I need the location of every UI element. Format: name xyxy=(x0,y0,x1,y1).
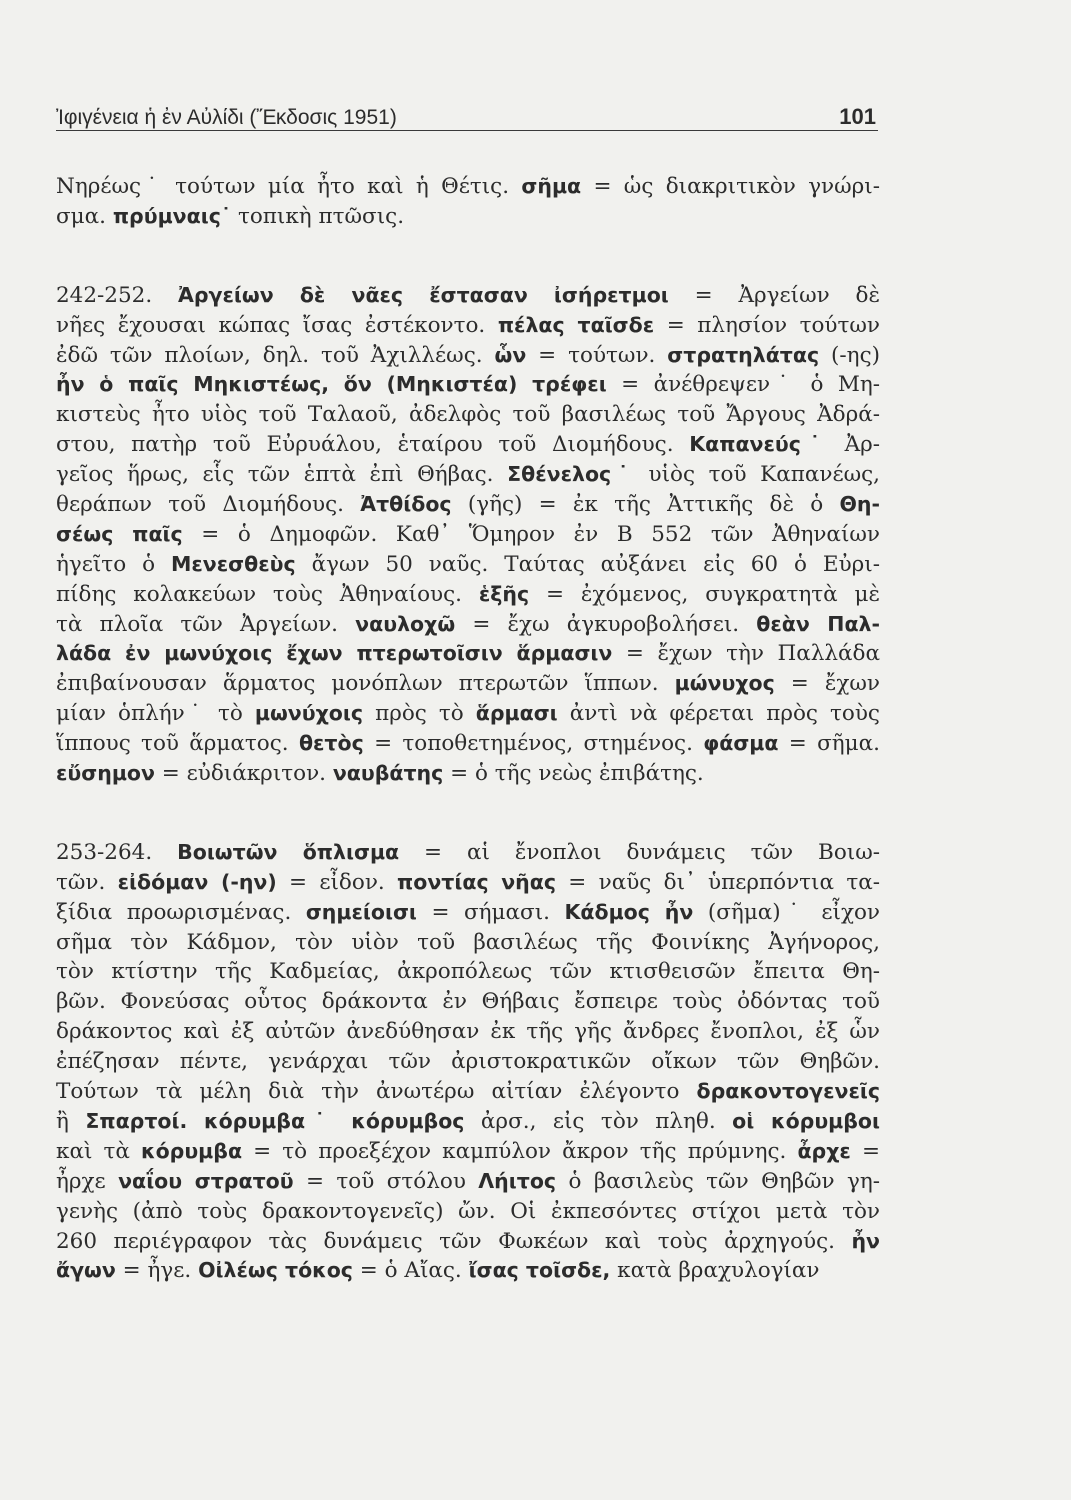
gloss-text: καὶ τὰ xyxy=(56,1138,142,1164)
text-line xyxy=(56,928,880,958)
gloss-text: (γῆς) = ἐκ τῆς Ἀττικῆς δὲ ὁ xyxy=(451,492,840,518)
lemma-term: Κάδμος ἦν xyxy=(564,899,694,924)
text-line xyxy=(56,460,880,490)
paragraph xyxy=(56,838,880,1286)
gloss-text: = ναῦς δι᾿ ὑπερπόντια τα- xyxy=(556,869,880,895)
text-line xyxy=(56,759,880,789)
gloss-text: θεράπων τοῦ Διομήδους. xyxy=(56,492,361,518)
gloss-text: = ὁ Αἴας. xyxy=(352,1258,469,1284)
gloss-text: σμα. xyxy=(56,203,113,229)
text-line xyxy=(56,1227,880,1257)
gloss-text: ἐπέζησαν πέντε, γενάρχαι τῶν ἀριστοκρατικῶν οἴκων τῶν Θηβῶν. xyxy=(56,1049,880,1075)
gloss-text: πρὸς τὸ xyxy=(363,701,476,727)
text-line xyxy=(56,1017,880,1047)
text-line xyxy=(56,400,880,430)
lemma-term: Βοιωτῶν ὅπλισμα xyxy=(177,839,400,864)
text-line xyxy=(56,1077,880,1107)
gloss-text: = ὁ τῆς νεὼς ἐπιβάτης. xyxy=(443,761,704,787)
text-line xyxy=(56,202,880,232)
gloss-text: γενὴς (ἀπὸ τοὺς δρακοντογενεῖς) ὤν. Οἱ ἐκπεσόντες στίχοι μετὰ τὸν xyxy=(56,1198,880,1224)
lemma-term: ὧν xyxy=(494,342,527,367)
lemma-term: εἰδόμαν (-ην) xyxy=(117,869,277,894)
lemma-term: εὔσημον xyxy=(56,761,155,786)
gloss-text: = τοῦ στόλου xyxy=(293,1168,479,1194)
gloss-text: ἀρσ., εἰς τὸν πληθ. xyxy=(464,1108,733,1134)
lemma-term: σῆμα xyxy=(521,174,582,198)
gloss-text: Τούτων τὰ μέλη διὰ τὴν ἀνωτέρω αἰτίαν ἐλέγοντο xyxy=(56,1079,697,1105)
lemma-term: θετὸς xyxy=(298,731,364,756)
text-line xyxy=(56,669,880,699)
gloss-text: = ἦγε. xyxy=(115,1258,199,1284)
gloss-text: Νηρέως˙ τούτων μία ἦτο καὶ ἡ Θέτις. xyxy=(56,174,522,199)
lemma-term: ναυβάτης xyxy=(332,761,444,786)
gloss-text: ἐπιβαίνουσαν ἅρματος μονόπλων πτερωτῶν ἵππων. xyxy=(56,671,675,697)
gloss-text: = αἱ ἔνοπλοι δυνάμεις τῶν Βοιω- xyxy=(399,839,880,865)
lemma-term: σέως παῖς xyxy=(56,521,183,546)
text-line xyxy=(56,868,880,898)
body-text xyxy=(56,172,880,1286)
gloss-text: = ὡς διακριτικὸν γνώρι- xyxy=(581,174,880,199)
gloss-text: μίαν ὁπλήν˙ τὸ xyxy=(56,701,255,727)
paragraph xyxy=(56,172,880,232)
gloss-text: υἱὸς τοῦ Καπανέως, xyxy=(634,462,880,488)
gloss-text: 253-264. xyxy=(56,839,178,865)
gloss-text: ἡγεῖτο ὁ xyxy=(56,551,171,577)
gloss-text: = ἀνέθρεψεν˙ ὁ Μη- xyxy=(606,372,880,398)
text-line xyxy=(56,341,880,371)
lemma-term: Σθένελος˙ xyxy=(507,462,635,487)
lemma-term: ἦν xyxy=(851,1228,880,1253)
text-line xyxy=(56,281,880,311)
text-line xyxy=(56,490,880,520)
gloss-text: = πλησίον τούτων xyxy=(654,312,880,338)
gloss-text: = σήμασι. xyxy=(416,899,565,925)
text-line xyxy=(56,1197,880,1227)
text-line xyxy=(56,729,880,759)
gloss-text: = ἐχόμενος, συγκρατητὰ μὲ xyxy=(529,581,880,607)
gloss-text: ἢ xyxy=(56,1108,86,1134)
gloss-text: στου, πατὴρ τοῦ Εὐρυάλου, ἑταίρου τοῦ Διομήδους. xyxy=(56,432,690,458)
gloss-text: = ἔχων τὴν Παλλάδα xyxy=(612,641,880,667)
text-line xyxy=(56,1047,880,1077)
gloss-text: δράκοντος καὶ ἐξ αὐτῶν ἀνεδύθησαν ἐκ τῆς γῆς ἄνδρες ἔνοπλοι, ἐξ ὧν xyxy=(56,1019,880,1045)
gloss-text: τοπικὴ πτῶσις. xyxy=(231,203,405,229)
gloss-text: 260 περιέγραφον τὰς δυνάμεις τῶν Φωκέων καὶ τοὺς ἀρχηγούς. xyxy=(56,1228,852,1254)
gloss-text: νῆες ἔχουσαι κώπας ἴσας ἐστέκοντο. xyxy=(56,312,498,338)
lemma-term: ποντίας νῆας xyxy=(397,869,556,894)
gloss-text: ἐδῶ τῶν πλοίων, δηλ. τοῦ Ἀχιλλέως. xyxy=(56,342,495,368)
lemma-term: πέλας ταῖσδε xyxy=(497,312,655,337)
paragraph xyxy=(56,281,880,789)
text-line xyxy=(56,580,880,610)
lemma-term: ἄγων xyxy=(56,1258,116,1283)
text-line xyxy=(56,370,880,400)
gloss-text: = τοποθετημένος, στημένος. xyxy=(363,731,704,757)
gloss-text: = τούτων. xyxy=(526,342,668,368)
lemma-term: ναΐου στρατοῦ xyxy=(118,1168,294,1193)
lemma-term: ἅρμασι xyxy=(475,701,558,726)
gloss-text: τὸν κτίστην τῆς Καδμείας, ἀκροπόλεως τῶν κτισθεισῶν ἔπειτα Θη- xyxy=(56,959,880,985)
lemma-term: Λήιτος xyxy=(478,1168,557,1193)
gloss-text: γεῖος ἥρως, εἷς τῶν ἑπτὰ ἐπὶ Θήβας. xyxy=(56,462,508,488)
gloss-text: = εἶδον. xyxy=(276,869,398,895)
lemma-term: ἴσας τοῖσδε, xyxy=(468,1258,611,1283)
gloss-text: ἵππους τοῦ ἅρματος. xyxy=(56,731,299,757)
gloss-text: (-ης) xyxy=(819,342,880,368)
lemma-term: σημείοισι xyxy=(305,899,417,924)
gloss-text: = ὁ Δημοφῶν. Καθ᾿ Ὅμηρον ἐν Β 552 τῶν Ἀθηναίων xyxy=(182,521,880,547)
gloss-text: (σῆμα)˙ εἶχον xyxy=(693,899,881,925)
lemma-term: μώνυχος xyxy=(674,671,775,696)
lemma-term: Καπανεύς˙ xyxy=(689,432,829,457)
lemma-term: ναυλοχῶ xyxy=(355,611,456,636)
paragraph-gap xyxy=(56,232,880,281)
lemma-term: ἑξῆς xyxy=(478,581,530,606)
paragraph-gap xyxy=(56,789,880,838)
lemma-term: λάδα ἐν μωνύχοις ἔχων πτερωτοῖσιν ἅρμασιν xyxy=(56,641,613,666)
text-line xyxy=(56,1167,880,1197)
gloss-text: = τὸ προεξέχον καμπύλον ἄκρον τῆς πρύμνης. xyxy=(242,1138,798,1164)
text-line xyxy=(56,898,880,928)
lemma-term: Σπαρτοί. κόρυμβα˙ κόρυμβος xyxy=(85,1108,465,1133)
gloss-text: = xyxy=(850,1138,880,1164)
gloss-text: πίδης κολακεύων τοὺς Ἀθηναίους. xyxy=(56,581,479,607)
gloss-text: ἦρχε xyxy=(56,1168,119,1194)
lemma-term: Οἰλέως τόκος xyxy=(198,1258,353,1283)
lemma-term: θεὰν Παλ- xyxy=(756,611,881,636)
lemma-term: στρατηλάτας xyxy=(667,342,820,367)
lemma-term: Μενεσθεὺς xyxy=(170,551,296,576)
text-line xyxy=(56,430,880,460)
gloss-text: κατὰ βραχυλογίαν xyxy=(610,1258,820,1284)
gloss-text: = εὐδιάκριτον. xyxy=(154,761,333,787)
lemma-term: Θη- xyxy=(839,492,880,517)
lemma-term: ἆρχε xyxy=(797,1138,851,1163)
lemma-term: μωνύχοις xyxy=(254,701,364,726)
gloss-text: = ἔχων xyxy=(774,671,880,697)
lemma-term: κόρυμβα xyxy=(141,1138,243,1163)
text-line xyxy=(56,550,880,580)
gloss-text: = Ἀργείων δὲ xyxy=(668,282,880,308)
gloss-text: ὁ βασιλεὺς τῶν Θηβῶν γη- xyxy=(556,1168,881,1194)
text-line xyxy=(56,639,880,669)
text-line xyxy=(56,987,880,1017)
gloss-text: κιστεὺς ἦτο υἱὸς τοῦ Ταλαοῦ, ἀδελφὸς τοῦ βασιλέως τοῦ Ἄργους Ἀδρά- xyxy=(56,402,880,428)
text-line xyxy=(56,311,880,341)
running-header xyxy=(56,100,878,131)
lemma-term: πρύμναις˙ xyxy=(112,203,232,228)
gloss-text: ἄγων 50 ναῦς. Ταύτας αὐξάνει εἰς 60 ὁ Εὐρι- xyxy=(295,551,881,577)
text-line xyxy=(56,610,880,640)
gloss-text: τὰ πλοῖα τῶν Ἀργείων. xyxy=(56,611,356,637)
gloss-text: = σῆμα. xyxy=(778,731,880,757)
gloss-text: ἀντὶ νὰ φέρεται πρὸς τοὺς xyxy=(557,701,880,727)
text-line xyxy=(56,1107,880,1137)
gloss-text: ξίδια προωρισμένας. xyxy=(56,899,306,925)
gloss-text: βῶν. Φονεύσας οὗτος δράκοντα ἐν Θήβαις ἔσπειρε τοὺς ὀδόντας τοῦ xyxy=(56,989,880,1015)
lemma-term: ἦν ὁ παῖς Μηκιστέως, ὅν (Μηκιστέα) τρέφει xyxy=(56,372,607,397)
lemma-term: φάσμα xyxy=(703,731,779,756)
running-title: Ἰφιγένεια ἡ ἐν Αὐλίδι (Ἔκδοσις 1951) xyxy=(56,106,397,129)
text-line xyxy=(56,1137,880,1167)
lemma-term: δρακοντογενεῖς xyxy=(696,1079,880,1104)
gloss-text: σῆμα τὸν Κάδμον, τὸν υἱὸν τοῦ βασιλέως τῆς Φοινίκης Ἀγήνορος, xyxy=(56,929,880,955)
gloss-text: = ἔχω ἀγκυροβολήσει. xyxy=(455,611,757,637)
lemma-term: Ἀργείων δὲ νᾶες ἔστασαν ἰσήρετμοι xyxy=(178,282,669,307)
lemma-term: οἱ κόρυμβοι xyxy=(732,1108,880,1133)
text-line xyxy=(56,1256,880,1286)
text-line xyxy=(56,957,880,987)
gloss-text: Ἀρ- xyxy=(828,432,881,458)
gloss-text: τῶν. xyxy=(56,869,118,895)
text-line xyxy=(56,699,880,729)
lemma-term: Ἀτθίδος xyxy=(360,492,452,517)
text-line xyxy=(56,520,880,550)
text-line xyxy=(56,172,880,202)
gloss-text: 242-252. xyxy=(56,282,179,308)
text-line xyxy=(56,838,880,868)
page-number: 101 xyxy=(839,104,876,129)
